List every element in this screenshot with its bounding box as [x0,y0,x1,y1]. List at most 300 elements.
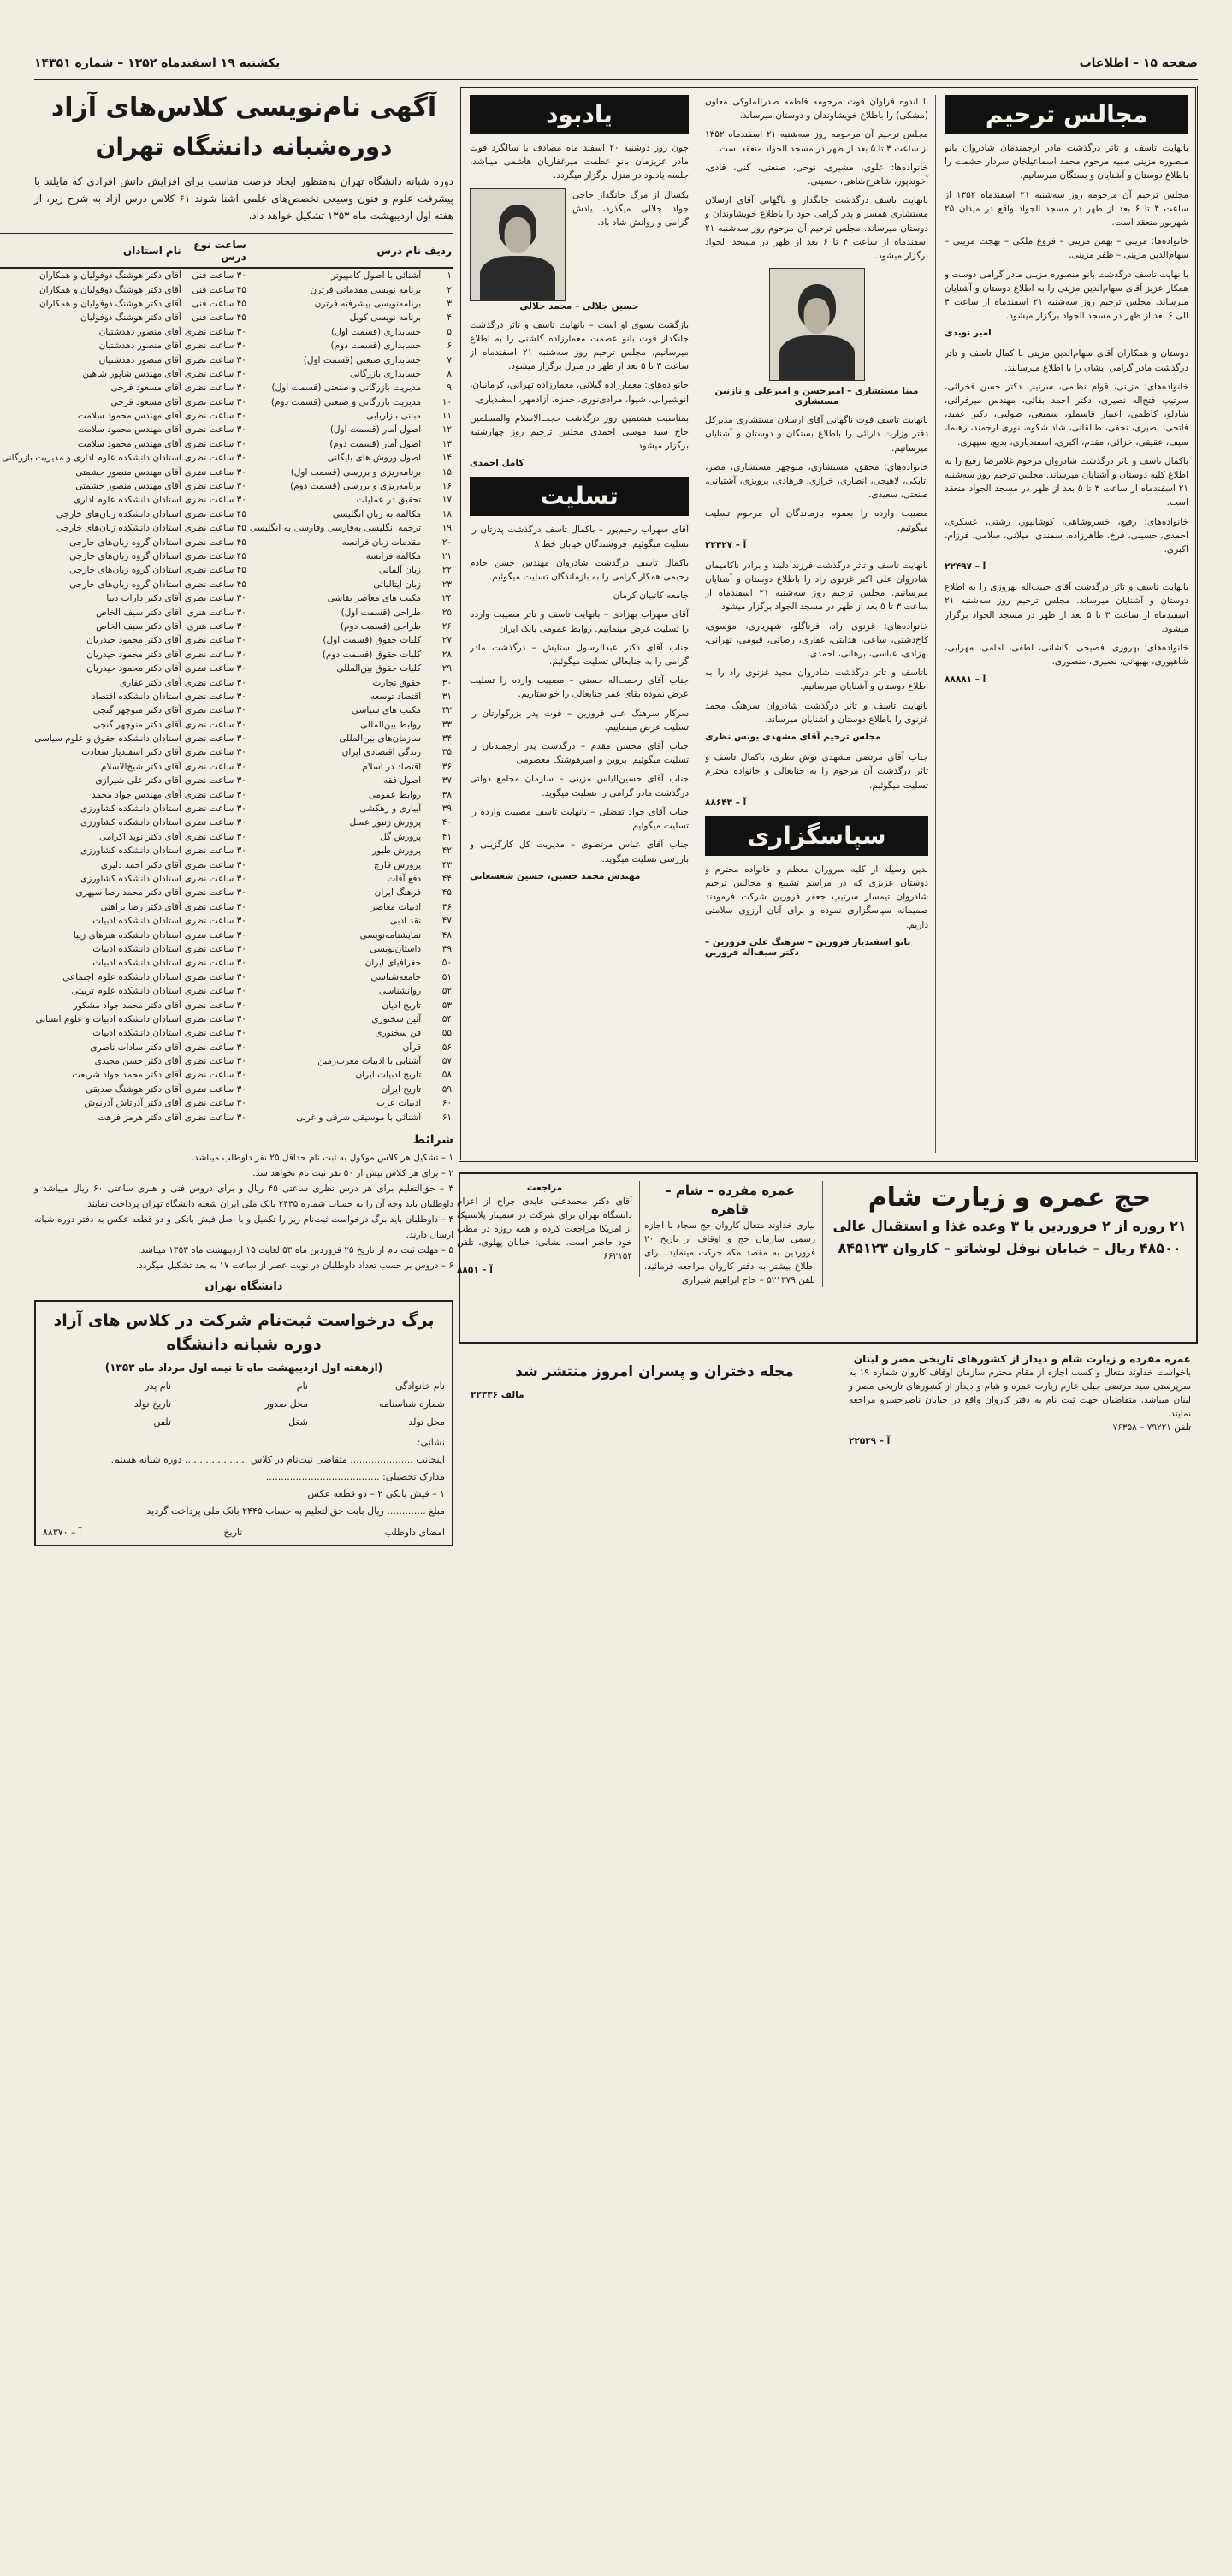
course-row [0,1068,453,1082]
course-name: حسابداری صنعتی (قسمت اول) [303,354,422,365]
course-name: اصول فقه [382,775,422,786]
course-name: حسابداری بازرگانی [349,368,422,379]
lower-ads [459,1352,1198,1746]
obituary-notice: بانهایت تاسف و تاثر درگذشت فرزند دلبند و برادر ناکامیمان شادروان علی اکبر غزنوی راد را باطلاع دوستان و آشنایان میرسانیم. مجلس ترحیم روز سه‌شنبه ۲۱ اسفندماه از ساعت ۳ تا ۵ بعد از ظهر در مسجد الجواد برگزار میشود. [705,560,928,613]
memorial-banner: مجالس ترحیم [945,95,1188,134]
form-line: نشانی: [417,1436,445,1448]
course-name: آشنائی با اصول کامپیوتر [331,270,422,282]
course-hours: ۳۰ ساعت نظری [184,1028,246,1039]
course-hours: ۴۵ ساعت نظری [184,523,246,534]
course-name: برنامه‌ریزی و بررسی (قسمت دوم) [290,481,422,492]
course-hours: ۳۰ ساعت نظری [184,495,246,506]
course-row [0,535,453,549]
course-name: مبانی بازاریابی [366,411,422,422]
course-hours: ۳۰ ساعت نظری [184,453,246,464]
course-instructor: آقای مسعود فرجی [110,396,181,407]
course-name: برنامه نویسی مقدماتی فرترن [310,284,422,295]
course-name: آشنایی با ادبیات مغرب‌زمین [317,1056,422,1067]
course-hours: ۴۵ ساعت نظری [184,508,246,519]
trip-code: آ – ۲۲۵۲۹ [849,1436,891,1446]
obituary-notice: مصیبت وارده را بعموم بازماندگان آن مرحوم تسلیت میگوئیم. [705,508,928,533]
course-instructor: آقای دکتر هوشنگ ذوفولیان و همکاران [38,270,181,282]
course-row [0,578,453,591]
course-instructor: استادان دانشکده ادبیات و علوم انسانی [35,1013,181,1024]
course-number: ۳۲ [441,705,452,716]
course-row [0,521,453,535]
course-hours: ۳۰ ساعت نظری [184,943,246,954]
obituary-notice: باکمال تاسف و تاثر درگذشت شادروان مرحوم غلامرضا رفیع را به اطلاع کلیه دوستان و آشنایان میرساند. مجلس ترحیم روز سه‌شنبه ۲۱ اسفندماه از ساعت ۳ تا ۵ بعد از ظهر در مسجد الجواد منعقد است. [945,455,1188,508]
course-instructor: استادان دانشکده کشاورزی [80,873,181,884]
condition-item: ۲ – برای هر کلاس بیش از ۵۰ نفر ثبت نام نخواهد شد. [252,1167,453,1178]
course-instructor: آقای مهندس جواد محمد [91,789,181,800]
course-hours: ۳۰ ساعت نظری [184,649,246,660]
course-hours: ۳۰ ساعت نظری [184,1000,246,1011]
course-hours: ۳۰ ساعت نظری [184,1098,246,1109]
course-number: ۴۴ [441,873,452,884]
course-instructor: استادان گروه زبان‌های خارجی [69,565,181,576]
course-instructor: آقای منصور دهدشتیان [98,326,181,337]
course-row [0,311,453,324]
course-name: طراحی (قسمت اول) [341,607,422,618]
course-registration-ad [1,89,454,1727]
course-row [0,970,453,984]
course-number: ۵۲ [441,986,452,997]
course-number: ۴۲ [441,846,452,857]
course-number: ۲۷ [441,635,452,646]
form-field-label: تلفن [153,1416,171,1427]
course-hours: ۳۰ ساعت نظری [184,705,246,716]
portrait-photo [470,188,566,301]
course-number: ۳۳ [441,719,452,730]
course-row [0,395,453,409]
course-hours: ۳۰ ساعت نظری [184,635,246,646]
course-name: جغرافیای ایران [364,958,422,969]
course-number: ۲۰ [441,537,452,548]
course-row [0,1040,453,1054]
course-instructor: استادان دانشکده هنرهای زیبا [73,929,181,941]
course-number: ۲۶ [441,620,452,632]
course-row [0,620,453,633]
course-number: ۱۰ [441,396,452,407]
remembrance-1: چون روز دوشنبه ۲۰ اسفند ماه مصادف با سالگرد فوت مادر عزیزمان بانو عظمت میرغفاریان هاشمی میباشد، جلسه یادبود در منزل برگزار میگردد. [470,143,689,181]
course-number: ۳۵ [441,747,452,758]
magazine-code: مالف ۲۲۳۳۶ [471,1390,524,1400]
course-row [0,956,453,970]
course-instructor: استادان دانشکده علوم اداری و مدیریت بازرگانی [1,453,181,464]
registration-form [34,1300,453,1546]
course-number: ۳۷ [441,775,452,786]
course-number: ۳۰ [441,677,452,688]
course-number: ۱۲ [441,424,452,436]
course-hours: ۳۰ ساعت نظری [184,677,246,688]
course-number: ۴۹ [441,943,452,954]
course-number: ۴۸ [441,929,452,941]
course-instructor: آقای دکتر احمد دلیری [100,859,181,870]
obituary-notice: جناب آقای مرتضی مشهدی نوش نظری، باکمال تاسف و تاثر درگذشت آن مرحوم را به جنابعالی و خانواده محترم تسلیت میگوئیم. [705,752,928,791]
obituary-notice: مجلس ترحیم آن مرحومه روز سه‌شنبه ۲۱ اسفندماه ۱۳۵۲ از ساعت ۳ تا ۵ بعد از ظهر در مسجد الجواد منعقد است. [705,129,928,154]
course-row [0,745,453,759]
course-hours: ۳۰ ساعت نظری [184,466,246,478]
course-name: طراحی (قسمت دوم) [340,620,422,632]
course-hours: ۳۰ ساعت نظری [184,326,246,337]
course-hours: ۳۰ ساعت نظری [184,887,246,899]
obit-column-right [945,95,1188,1153]
course-instructor: آقای دکتر هوشنگ ذوفولیان و همکاران [38,284,181,295]
course-name: نقد ادبی [389,916,422,927]
remembrance-2: یکسال از مرگ جانگداز حاجی جواد جلالی میگذرد، یادش گرامی و روانش شاد باد. [572,189,689,229]
course-row [0,690,453,703]
form-field-label: نام خانوادگی [395,1380,445,1392]
hajj-line-2: ۴۸۵۰۰ ریال – خیابان نوفل لوشاتو – کاروان ۸۴۵۱۲۳ [838,1240,1182,1256]
course-hours: ۳۰ ساعت نظری [184,901,246,912]
course-row [0,1096,453,1110]
trip-title: عمره مفرده و زیارت شام و دیدار از کشورهای تاریخی مصر و لبنان [853,1353,1191,1365]
form-title: برگ درخواست ثبت‌نام شرکت در کلاس های آزاد دوره شبانه دانشگاه [53,1310,435,1354]
course-hours: ۳۰ ساعت نظری [184,411,246,422]
course-instructor: استادان دانشکده علوم تربیتی [71,986,181,997]
magazine-text: مجله دختران و پسران امروز منتشر شد [515,1363,794,1380]
course-hours: ۳۰ ساعت هنری [187,620,246,632]
course-name: مکالمه فرانسه [365,551,422,561]
course-instructor: استادان دانشکده حقوق و علوم سیاسی [34,733,181,745]
form-fields [43,1380,445,1427]
course-instructor: آقای دکتر محمد جواد مشکور [73,1000,181,1011]
course-instructor: آقای مهندس منصور حشمتی [75,481,181,492]
condition-item: ۶ – دروس بر حسب تعداد داوطلبان در نوبت عصر از ساعت ۱۷ به بعد تشکیل میگردد. [135,1260,453,1271]
course-name: جامعه‌شناسی [370,971,422,982]
course-row [0,942,453,956]
course-hours: ۳۰ ساعت نظری [184,719,246,730]
course-name: نمایشنامه‌نویسی [359,929,422,941]
condolence-notice: جناب آقای رحمت‌اله حسنی – مصیبت وارده را تسلیت عرض نموده بقای عمر جنابعالی را خواستاریم. [470,675,689,700]
course-hours: ۳۰ ساعت نظری [184,481,246,492]
course-number: ۱۸ [441,508,452,519]
obituary-notice: خانواده‌های: بهروزی، فصیحی، کاشانی، لطفی، امامی، مهرابی، شاهپوری، بهبهانی، نصیری، منصوری. [945,643,1188,668]
course-row [0,675,453,689]
course-instructor: آقای دکتر محمود حیدریان [86,635,181,646]
course-number: ۲۹ [441,663,452,674]
course-number: ۱۹ [441,523,452,534]
course-row [0,732,453,745]
course-name: تحقیق در عملیات [356,495,422,506]
course-hours: ۴۵ ساعت فنی [192,284,246,295]
umrah-ad [644,1181,823,1287]
course-instructor: استادان دانشکده ادبیات [92,916,181,927]
course-hours: ۳۰ ساعت نظری [184,663,246,674]
remembrance-signature: کامل احمدی [470,458,524,469]
course-instructor: استادان دانشکده علوم اداری [74,495,181,506]
course-name: مدیریت بازرگانی و صنعتی (قسمت اول) [271,383,422,394]
course-name: سازمان‌های بین‌المللی [339,733,422,745]
course-instructor: استادان دانشکده ادبیات [92,943,181,954]
ad-signer: دانشگاه تهران [204,1279,283,1293]
course-hours: ۳۰ ساعت نظری [184,775,246,786]
obituary-signature: آ – ۲۲۴۲۷ [705,539,747,550]
course-number: ۴۶ [441,901,452,912]
course-instructor: آقای منصور دهدشتیان [98,341,181,352]
remembrance-3: بازگشت بسوی او است – بانهایت تاسف و تاثر درگذشت جانگداز فوت بانو عصمت معمارزاده گلشنی را به اطلاع میرسانیم. مجلس ترحیم روز سه‌شنبه ۲۱ اسفندماه از ساعت ۳ تا ۵ بعد از ظهر در منزل برگزار میشود. [470,319,690,372]
course-row [0,830,453,844]
course-number: ۵۷ [441,1056,452,1067]
course-hours: ۳۰ ساعت نظری [184,929,246,941]
course-hours: ۳۰ ساعت نظری [184,986,246,997]
form-field-label: محل تولد [408,1416,445,1427]
course-hours: ۴۵ ساعت فنی [192,298,246,309]
course-row [0,984,453,998]
course-hours: ۳۰ ساعت نظری [184,396,246,407]
course-instructor: آقای دکتر شیخ‌الاسلام [100,761,181,772]
obit-column-left [470,95,696,1153]
course-instructor: استادان دانشکده ادبیات [92,958,181,969]
notice-text: آقای دکتر محمدعلی عابدی جراح از اعزام دانشگاه تهران برای شرکت در سمینار پلاستیک از امریکا مراجعت کرده و همه روزه در مطب خود حاضر است. نشانی: خیابان پهلوی، تلفن ۶۶۲۱۵۴ [457,1196,632,1261]
magazine-ad [471,1352,838,1402]
form-field-label: شماره شناسنامه [378,1398,445,1410]
form-period: (ازهفته اول اردیبهشت ماه تا نیمه اول مرداد ماه ۱۳۵۳) [104,1361,383,1374]
course-instructor: آقای دکتر اسفندیار سعادت [81,747,181,758]
portrait-caption: مینا مستشاری – امیرحسن و امیرعلی و نازنین مستشاری [714,386,919,407]
course-row [0,1054,453,1068]
course-hours: ۳۰ ساعت نظری [184,424,246,436]
course-number: ۲۵ [441,607,452,618]
header-rule [34,79,1198,80]
course-row [0,900,453,914]
course-instructor: آقای دکتر هوشنگ ذوفولیان [80,312,181,323]
course-instructor: آقای مهندس محمود سلامت [77,424,181,436]
course-hours: ۳۰ ساعت نظری [184,873,246,884]
course-hours: ۳۰ ساعت نظری [184,593,246,604]
course-name: کلیات حقوق (قسمت اول) [323,635,422,646]
obituary-notice: بانهایت تاسف و تاثر درگذشت شادروان سرهنگ محمد غزنوی را باطلاع دوستان و آشنایان میرساند. [705,700,928,725]
course-row [0,325,453,339]
course-hours: ۴۵ ساعت نظری [184,565,246,576]
course-number: ۳ [447,298,452,309]
course-name: اصول آمار (قسمت دوم) [329,438,422,449]
course-name: مکالمه به زبان انگلیسی [332,508,422,519]
course-number: ۲ [447,284,452,295]
obituary-signature: آ – ۸۸۶۴۳ [705,797,747,808]
course-hours: ۳۰ ساعت نظری [184,789,246,800]
course-instructor: استادان دانشکده اقتصاد [91,691,181,702]
course-number: ۵۶ [441,1042,452,1053]
course-instructor: استادان گروه زبان‌های خارجی [69,537,181,548]
course-hours: ۳۰ ساعت نظری [184,804,246,815]
condolence-notice: باکمال تاسف درگذشت شادروان مهندس حسن خادم رحیمی همکار گرامی را به بازماندگان تسلیت میگوئیم. [470,557,689,583]
course-row [0,858,453,871]
condolence-notice: جامعه کاتبیان کرمان [613,591,689,602]
course-name: حقوق تجارت [372,677,422,688]
course-hours: ۳۰ ساعت نظری [184,817,246,828]
course-number: ۱۶ [441,481,452,492]
obituary-notice: خانواده‌های: غزنوی راد، فرناگلو، شهریاری، موسوی، کاخ‌دشتی، ساعی، هدایتی، غفاری، رضائی، قیومی، تهرانی، بهزادی، عباسی، برهانی، احمدی. [705,620,928,660]
obituary-notice: بانهایت تاسف فوت ناگهانی آقای ارسلان مستشاری مدیرکل دفتر وزارت دارائی را باطلاع بستگان و دوستان و آشنایان میرسانیم. [705,415,928,454]
course-number: ۴۷ [441,916,452,927]
course-hours: ۳۰ ساعت نظری [184,971,246,982]
course-number: ۵ [447,326,452,337]
form-field-label: نام پدر [145,1380,171,1392]
course-instructor: آقای دکتر آذرتاش آذرنوش [84,1098,181,1109]
course-name: قرآن [402,1042,422,1053]
course-name: آئین سخنوری [371,1013,422,1024]
course-name: پرورش قارچ [374,859,422,870]
course-row [0,297,453,311]
course-row [0,774,453,787]
course-name: کلیات حقوق (قسمت دوم) [322,649,422,660]
course-hours: ۳۰ ساعت فنی [192,270,246,282]
course-row [0,437,453,451]
course-number: ۳۴ [441,733,452,745]
course-hours: ۳۰ ساعت نظری [184,733,246,745]
umrah-text: بیاری خداوند متعال کاروان حج سجاد با اجازه رسمی سازمان حج و اوقاف از تاریخ ۲۰ فروردین به مقصد مکه حرکت مینماید. برای اطلاع بیشتر به دفتر کاروان مراجعه فرمائید. تلفن ۵۲۱۳۷۹ – حاج ابراهیم شیرازی [644,1220,815,1285]
course-instructor: آقای دکتر محمد جواد شریعت [72,1070,181,1081]
course-number: ۲۱ [441,551,452,561]
course-name: آشنائی با موسیقی شرقی و غربی [296,1112,422,1123]
course-instructor: استادان دانشکده زبان‌های خارجی [56,523,181,534]
course-instructor: آقای مهندس شاپور شاهین [82,368,181,379]
course-number: ۶۰ [441,1098,452,1109]
course-number: ۴۱ [441,831,452,842]
course-number: ۳۹ [441,804,452,815]
course-name: دفع آفات [387,873,422,884]
course-instructor: آقای مسعود فرجی [110,383,181,394]
condolence-notice: جناب آقای جواد تفضلی – بانهایت تاسف مصیبت وارده را تسلیت میگوئیم. [470,806,689,832]
conditions-list [34,1150,453,1273]
course-number: ۲۴ [441,593,452,604]
course-number: ۱۳ [441,438,452,449]
obituary-notice: با اندوه فراوان فوت مرحومه فاطمه صدرالملوکی معاون (مشکی) را باطلاع خویشاوندان و دوستان میرساند. [705,97,928,122]
course-instructor: آقای دکتر هوشنگ ذوفولیان و همکاران [38,298,181,309]
course-name: کلیات حقوق بین‌المللی [336,663,422,674]
form-field-label: نام [296,1380,308,1392]
course-number: ۷ [447,354,452,365]
course-instructor: آقای دکتر منوچهر گنجی [92,705,181,716]
course-hours: ۳۰ ساعت نظری [184,383,246,394]
notice-code: آ – ۸۸۵۱ [457,1265,493,1275]
course-hours: ۳۰ ساعت نظری [184,831,246,842]
obituary-notice: دوستان و همکاران آقای سهام‌الدین مزینی با کمال تاسف و تاثر درگذشت مادر گرامی ایشان را با اطلاع میرسانند. [945,348,1188,373]
portrait-caption: حسین جلالی – محمد جلالی [519,300,639,312]
course-hours: ۳۰ ساعت نظری [184,747,246,758]
course-number: ۹ [447,383,452,394]
course-number: ۱۷ [441,495,452,506]
form-field-label: شغل [288,1416,308,1427]
course-hours: ۳۰ ساعت نظری [184,846,246,857]
course-row [0,760,453,774]
course-row [0,339,453,353]
course-name: مکتب های معاصر نقاشی [327,593,422,604]
condolence-notice: آقای سهراب بهزادی – بانهایت تاسف و تاثر مصیبت وارده را تسلیت عرض مینماییم. روابط عمومی بانک ایران [470,609,689,634]
course-number: ۳۸ [441,789,452,800]
obituary-notice: باتاسف و تاثر درگذشت شادروان مجید غزنوی راد را به اطلاع دوستان و آشنایان میرسانیم. [705,668,928,692]
course-row [0,633,453,647]
course-name: ادبیات عرب [376,1098,422,1109]
course-number: ۵۰ [441,958,452,969]
course-name: اصول آمار (قسمت اول) [329,424,422,436]
thanks-signature: بانو اسفندیار فروزین – سرهنگ علی فروزین – دکتر سیف‌اله فروزین [705,936,911,958]
course-name: پرورش گل [380,831,422,842]
course-row [0,787,453,801]
course-instructor: آقای مهندس محمود سلامت [77,411,181,422]
course-number: ۵۵ [441,1028,452,1039]
course-name: مدیریت بازرگانی و صنعتی (قسمت دوم) [270,396,422,407]
course-number: ۲۳ [441,579,452,590]
course-name: مکتب های سیاسی [351,705,422,716]
course-hours: ۳۰ ساعت هنری [187,607,246,618]
ad-subtitle: دوره‌شبانه دانشگاه تهران [95,133,393,161]
form-line: ۱ – فیش بانکی ۲ – دو قطعه عکس [307,1487,445,1499]
course-name: حسابداری (قسمت اول) [331,326,422,337]
form-sign-label: امضای داوطلب [384,1526,445,1538]
course-number: ۴۵ [441,887,452,899]
course-name: زبان آلمانی [378,565,422,576]
course-row [0,268,453,282]
condolence-notice: جناب آقای دکتر عبدالرسول ستایش – درگذشت مادر گرامی را به جنابعالی تسلیت میگوئیم. [470,642,689,668]
course-row [0,872,453,886]
course-number: ۲۲ [441,565,452,576]
trip-ad [849,1352,1191,1448]
obit-column-middle [705,95,936,1153]
course-row [0,1026,453,1040]
obituary-notice: با نهایت تاسف درگذشت بانو منصوره مزینی مادر گرامی دوست و همکار عزیز آقای سهام‌الدین مزینی را به اطلاع دوستان و آشنایان میرساند. مجلس ترحیم روز سه‌شنبه ۲۱ اسفندماه از ساعت ۴ الی ۶ بعد از ظهر در مسجد الجواد برگزار میشود. [945,269,1188,322]
obituary-signature: امیر نوبدی [945,328,992,339]
course-table [0,233,453,1125]
course-instructor: استادان گروه زبان‌های خارجی [69,551,181,561]
course-instructor: آقای دکتر هرمز فرهت [98,1112,181,1123]
pilgrimage-ad-box [459,1172,1198,1344]
condition-item: ۴ – داوطلبان باید برگ درخواست ثبت‌نام زیر را تکمیل و با اصل فیش بانکی و دو قطعه عکس به دفتر دوره شبانه ارسال دارند. [34,1214,453,1240]
course-name: پرورش زنبور عسل [349,817,422,828]
form-code: آ – ۸۸۳۷۰ [43,1526,82,1538]
course-row [0,1012,453,1026]
course-hours: ۴۵ ساعت نظری [184,551,246,561]
course-name: اقتصاد توسعه [370,691,422,702]
course-instructor: آقای منصور دهدشتیان [98,354,181,365]
course-row [0,1083,453,1096]
thanks-text: بدین وسیله از کلیه سروران معظم و خانواده محترم و دوستان عزیزی که در مراسم تشییع و مجالس ترحیم شادروان تیمسار سرتیپ جعفر فروزین شرکت فرمودند صمیمانه سپاسگزاری نموده و برای آنان آرزوی سلامتی داریم. [705,864,928,930]
condolence-signature: مهندس محمد حسین، حسین شعشعانی [470,870,641,881]
course-instructor: آقای دکتر محمود حیدریان [86,649,181,660]
course-number: ۴۳ [441,859,452,870]
course-instructor: آقای دکتر داراب دیبا [106,593,181,604]
obituary-notice: خانواده‌ها: علوی، مشیری، نوحی، صنعتی، کنی، قادی، آخوندپور، شاهرخ‌شاهی، حسینی. [705,162,928,187]
course-name: اقتصاد در اسلام [362,761,422,772]
course-row [0,605,453,619]
course-row [0,507,453,521]
hajj-title: حج عمره و زیارت شام [868,1183,1152,1213]
conditions-title: شرائط [412,1132,453,1147]
course-instructor: آقای دکتر غفاری [119,677,181,688]
bottom-ads [459,1172,1198,2576]
course-number: ۴ [447,312,452,323]
course-name: برنامه‌ریزی و بررسی (قسمت اول) [290,466,422,478]
course-instructor: آقای دکتر محمود حیدریان [86,663,181,674]
course-name: برنامه‌نویسی پیشرفته فرترن [314,298,422,309]
col-instructor: نام استادان [0,234,183,268]
course-hours: ۳۰ ساعت نظری [184,1042,246,1053]
page-number: صفحه ۱۵ – اطلاعات [1079,56,1198,70]
condolence-notice: سرکار سرهنگ علی فروزین – فوت پدر بزرگوارتان را تسلیت عرض مینماییم. [470,708,689,733]
course-number: ۵۹ [441,1083,452,1095]
course-row [0,718,453,732]
form-footer [43,1527,445,1538]
course-number: ۶ [447,341,452,352]
obituary-notice: خانواده‌های: محقق، مستشاری، منوچهر مستشاری، مصر، اتابکی، لاهیجی، انصاری، خرازی، فرهادی، پرویزی، آشتیانی، صنعتی، سعیدی. [705,461,928,501]
course-row [0,928,453,941]
course-hours: ۳۰ ساعت نظری [184,1083,246,1095]
course-instructor: استادان گروه زبان‌های خارجی [69,579,181,590]
condition-item: ۳ – حق‌التعلیم برای هر درس نظری ساعتی ۴۵ ریال و برای دروس فنی و هنری ساعتی ۶۰ ریال میباشد و داوطلبان باید وجه آن را به حساب شماره ۲۴۴۵ بانک ملی ایران شعبه دانشگاه تهران پرداخت نمایند. [34,1183,454,1209]
condolence-notice: جناب آقای حسین‌الیاس مزینی – سازمان مجامع دولتی درگذشت مادر گرامی را تسلیت میگوید. [470,774,689,798]
course-name: روابط بین‌المللی [359,719,422,730]
